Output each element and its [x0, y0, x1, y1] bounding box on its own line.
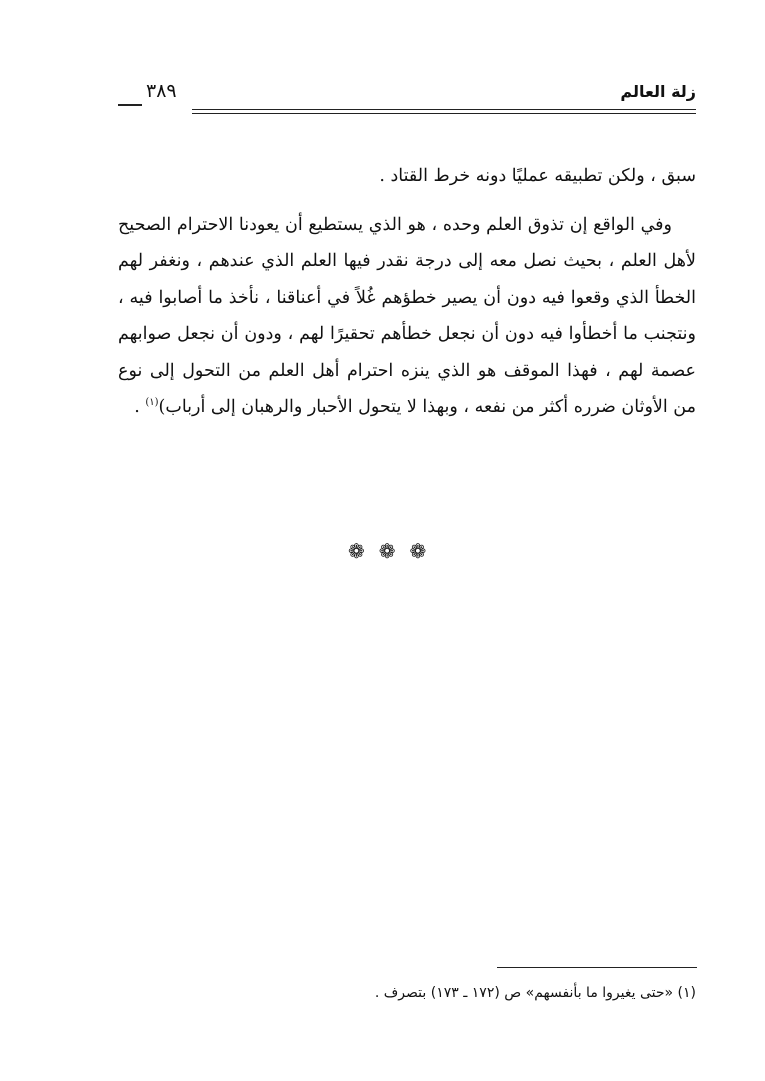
- main-text: [118, 158, 696, 426]
- page-number-dash: [118, 104, 142, 106]
- paragraph-2-end: .: [134, 397, 146, 417]
- header-rule: [192, 109, 696, 114]
- paragraph-2-text: وفي الواقع إن تذوق العلم وحده ، هو الذي يستطيع أن يعودنا الاحترام الصحيح لأهل العلم ، بحيث نصل معه إلى درجة نقدر فيها العلم الذي عندهم ، ونغفر لهم الخطأ الذي وقعوا فيه دون أن يصير خطؤهم غُلاً في أعناقنا ، نأخذ ما أصابوا فيه ، ونتجنب ما أخطأوا فيه دون أن نجعل خطأهم تحقيرًا لهم ، ودون أن نجعل صوابهم عصمة لهم ، فهذا الموقف هو الذي ينزه احترام أهل العلم من التحول إلى نوع من الأوثان ضرره أكثر من نفعه ، وبهذا لا يتحول الأحبار والرهبان إلى أرباب): [118, 214, 696, 417]
- ornament-flower-icon: ❁: [378, 539, 396, 563]
- section-ornaments: [348, 536, 468, 566]
- paragraph-1: سبق ، ولكن تطبيقه عمليًا دونه خرط القتاد .: [379, 166, 696, 186]
- page-number: ٣٨٩: [146, 80, 177, 102]
- ornament-flower-icon: ❁: [348, 539, 365, 563]
- page-header: [118, 80, 696, 114]
- paragraph-2: [118, 207, 696, 426]
- ornament-flower-icon: ❁: [409, 539, 427, 563]
- footnote-reference[interactable]: (١): [145, 397, 159, 409]
- footnote: (١) «حتى يغيروا ما بأنفسهم» ص (١٧٢ ـ ١٧٣) بتصرف .: [374, 985, 696, 1001]
- running-title: زلة العالم: [620, 82, 696, 101]
- footnote-rule: [497, 967, 697, 968]
